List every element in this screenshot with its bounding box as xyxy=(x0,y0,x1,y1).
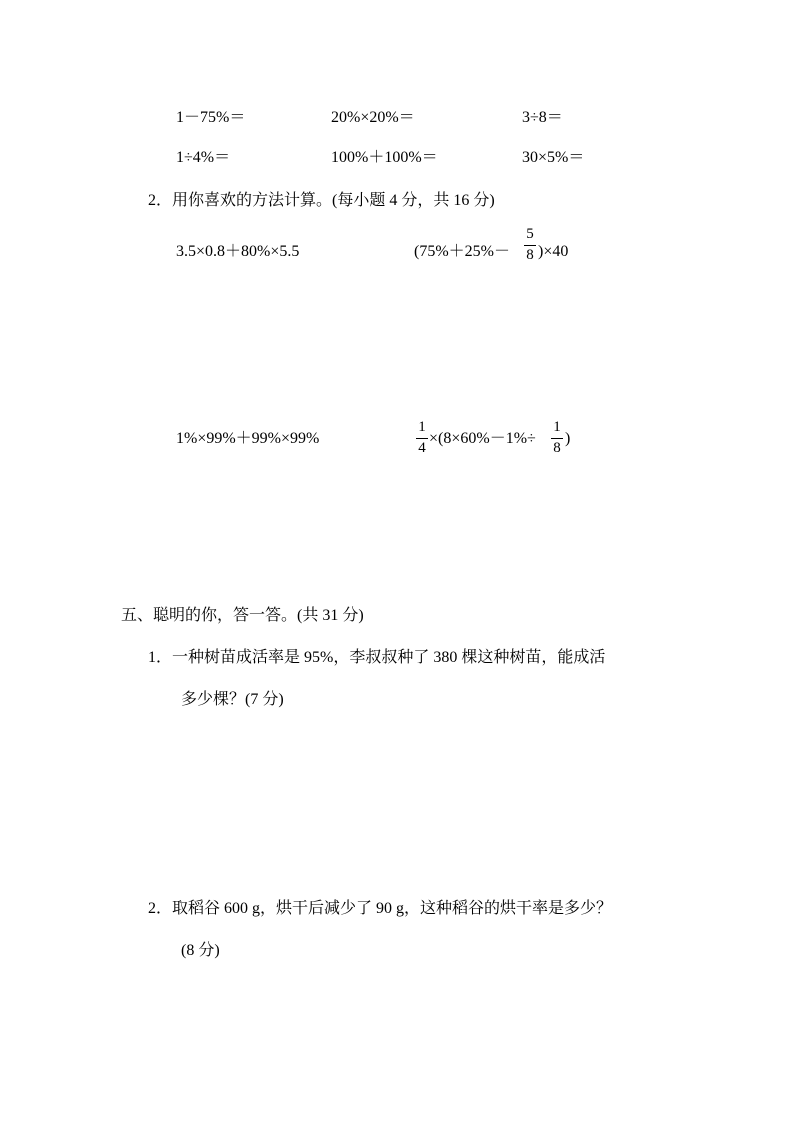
fraction-numerator: 1 xyxy=(553,419,561,435)
calc-q4-middle: ×(8×60%－1%÷ xyxy=(429,430,536,447)
oral-calc-1-1: 1－75%＝ xyxy=(176,109,246,126)
fraction-denominator: 8 xyxy=(526,247,534,263)
problem2-line1: 2．取稻谷 600 g，烘干后减少了 90 g，这种稻谷的烘干率是多少？ xyxy=(148,900,613,917)
problem1-line1: 1．一种树苗成活率是 95%，李叔叔种了 380 棵这种树苗，能成活 xyxy=(148,649,606,666)
section2-heading: 2．用你喜欢的方法计算。(每小题 4 分，共 16 分) xyxy=(148,192,495,209)
oral-calc-2-3: 30×5%＝ xyxy=(522,149,585,166)
calc-q2-after: )×40 xyxy=(538,243,569,260)
fraction-bar xyxy=(416,438,428,439)
fraction-denominator: 4 xyxy=(418,440,426,456)
section5-heading: 五、聪明的你，答一答。(共 31 分) xyxy=(121,607,364,624)
problem2-line2: (8 分) xyxy=(181,942,220,959)
calc-q1: 3.5×0.8＋80%×5.5 xyxy=(176,243,300,260)
fraction-denominator: 8 xyxy=(553,440,561,456)
problem1-line2: 多少棵？(7 分) xyxy=(181,691,284,708)
fraction-bar xyxy=(551,438,563,439)
oral-calc-1-2: 20%×20%＝ xyxy=(331,109,415,126)
oral-calc-1-3: 3÷8＝ xyxy=(522,109,563,126)
calc-q4-fraction-1 xyxy=(415,420,429,457)
calc-q2-before: (75%＋25%－ xyxy=(414,243,510,260)
oral-calc-2-1: 1÷4%＝ xyxy=(176,149,231,166)
calc-q4-after: ) xyxy=(565,430,571,447)
calc-q2-fraction xyxy=(523,227,537,264)
fraction-numerator: 5 xyxy=(526,226,534,242)
oral-calc-2-2: 100%＋100%＝ xyxy=(331,149,438,166)
calc-q4-fraction-2 xyxy=(550,420,564,457)
fraction-bar xyxy=(524,245,536,246)
fraction-numerator: 1 xyxy=(418,419,426,435)
calc-q3: 1%×99%＋99%×99% xyxy=(176,430,320,447)
